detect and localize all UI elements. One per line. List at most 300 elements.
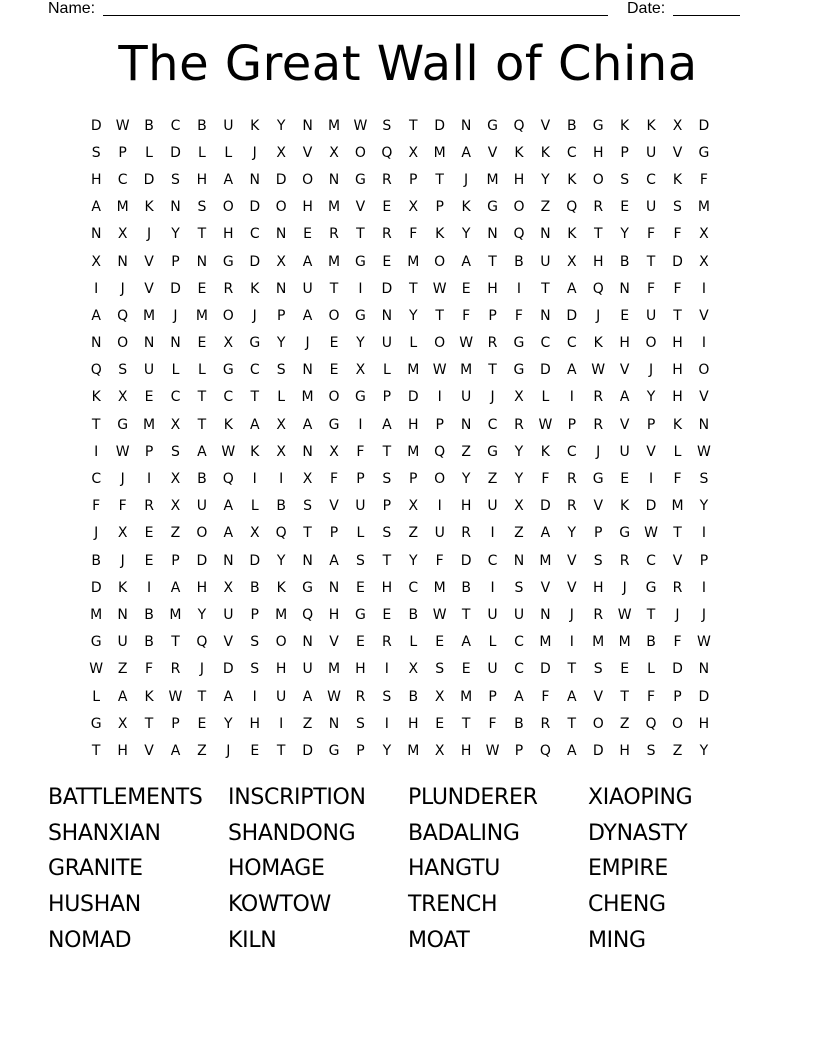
grid-letter[interactable]: U (487, 661, 498, 678)
grid-letter[interactable]: K (672, 171, 683, 188)
grid-letter[interactable]: B (249, 579, 260, 596)
grid-letter[interactable]: U (645, 144, 657, 161)
grid-letter[interactable]: A (223, 171, 234, 188)
grid-letter[interactable]: S (593, 552, 603, 569)
grid-letter[interactable]: X (408, 144, 419, 161)
grid-letter[interactable]: T (620, 688, 629, 705)
grid-letter[interactable]: O (434, 471, 446, 488)
grid-letter[interactable]: S (435, 661, 445, 678)
grid-letter[interactable]: N (143, 335, 155, 352)
grid-letter[interactable]: M (195, 307, 208, 324)
grid-letter[interactable]: O (592, 715, 604, 732)
grid-letter[interactable]: P (435, 199, 444, 216)
grid-letter[interactable]: P (382, 498, 392, 515)
grid-letter[interactable]: M (275, 606, 288, 623)
grid-letter[interactable]: R (672, 579, 683, 596)
grid-letter[interactable]: E (356, 634, 365, 651)
grid-letter[interactable]: H (249, 715, 260, 732)
grid-letter[interactable]: P (514, 742, 524, 759)
grid-letter[interactable]: Y (171, 226, 180, 243)
grid-letter[interactable]: T (461, 606, 471, 623)
grid-letter[interactable]: P (382, 389, 392, 406)
grid-letter[interactable]: P (276, 307, 286, 324)
grid-letter[interactable]: V (144, 280, 154, 297)
grid-letter[interactable]: I (701, 579, 706, 596)
grid-letter[interactable]: V (567, 579, 577, 596)
grid-letter[interactable]: Y (276, 117, 286, 134)
grid-letter[interactable]: M (433, 144, 446, 161)
grid-letter[interactable]: E (144, 552, 154, 569)
grid-letter[interactable]: I (384, 715, 389, 732)
grid-letter[interactable]: N (540, 606, 551, 623)
grid-letter[interactable]: H (302, 199, 313, 216)
grid-letter[interactable]: H (275, 661, 287, 678)
grid-letter[interactable]: R (593, 199, 604, 216)
grid-letter[interactable]: I (252, 471, 257, 488)
grid-letter[interactable]: K (567, 171, 577, 188)
grid-letter[interactable]: G (222, 253, 234, 270)
grid-letter[interactable]: R (540, 715, 551, 732)
grid-letter[interactable]: A (619, 389, 630, 406)
grid-letter[interactable]: C (91, 471, 102, 488)
grid-letter[interactable]: U (619, 443, 630, 460)
grid-letter[interactable]: L (145, 144, 153, 161)
grid-letter[interactable]: I (490, 579, 495, 596)
grid-letter[interactable]: X (699, 253, 709, 270)
grid-letter[interactable]: W (221, 443, 236, 460)
grid-letter[interactable]: P (171, 715, 180, 732)
grid-letter[interactable]: P (329, 525, 339, 542)
grid-letter[interactable]: N (117, 606, 128, 623)
grid-letter[interactable]: R (593, 606, 604, 623)
grid-letter[interactable]: C (646, 171, 656, 188)
grid-letter[interactable]: E (197, 335, 207, 352)
grid-letter[interactable]: P (409, 471, 418, 488)
grid-letter[interactable]: K (223, 416, 233, 433)
grid-letter[interactable]: Y (408, 552, 418, 569)
grid-letter[interactable]: L (382, 362, 391, 379)
grid-letter[interactable]: N (196, 253, 208, 270)
grid-letter[interactable]: B (91, 552, 102, 569)
grid-letter[interactable]: O (434, 335, 446, 352)
grid-letter[interactable]: N (540, 307, 551, 324)
grid-letter[interactable]: D (672, 661, 683, 678)
grid-letter[interactable]: H (460, 498, 472, 515)
grid-letter[interactable]: O (222, 307, 234, 324)
grid-letter[interactable]: X (117, 226, 128, 243)
grid-letter[interactable]: X (408, 199, 419, 216)
grid-letter[interactable]: D (592, 742, 604, 759)
grid-letter[interactable]: H (355, 661, 366, 678)
grid-letter[interactable]: S (673, 199, 682, 216)
grid-letter[interactable]: A (302, 416, 313, 433)
grid-letter[interactable]: J (252, 307, 257, 324)
grid-letter[interactable]: L (541, 389, 550, 406)
grid-letter[interactable]: A (461, 144, 471, 161)
grid-letter[interactable]: N (328, 579, 340, 596)
grid-letter[interactable]: A (302, 688, 313, 705)
grid-letter[interactable]: O (328, 307, 340, 324)
grid-letter[interactable]: A (117, 688, 128, 705)
grid-letter[interactable]: A (302, 307, 313, 324)
grid-letter[interactable]: G (592, 471, 604, 488)
grid-letter[interactable]: N (460, 117, 472, 134)
grid-letter[interactable]: H (487, 280, 498, 297)
grid-letter[interactable]: D (222, 661, 234, 678)
grid-letter[interactable]: G (222, 362, 234, 379)
grid-letter[interactable]: B (461, 579, 471, 596)
grid-letter[interactable]: A (514, 688, 524, 705)
grid-letter[interactable]: H (592, 579, 604, 596)
grid-letter[interactable]: G (355, 253, 366, 270)
grid-letter[interactable]: I (279, 715, 284, 732)
grid-letter[interactable]: Q (566, 199, 578, 216)
grid-letter[interactable]: H (592, 144, 604, 161)
grid-letter[interactable]: L (224, 144, 233, 161)
grid-letter[interactable]: P (594, 525, 603, 542)
grid-letter[interactable]: V (593, 688, 604, 705)
grid-letter[interactable]: Y (276, 552, 286, 569)
grid-letter[interactable]: H (619, 742, 630, 759)
grid-letter[interactable]: K (118, 579, 128, 596)
grid-letter[interactable]: I (437, 389, 442, 406)
grid-letter[interactable]: K (144, 199, 154, 216)
grid-letter[interactable]: J (120, 280, 125, 297)
grid-letter[interactable]: I (384, 661, 389, 678)
grid-letter[interactable]: A (223, 688, 234, 705)
grid-letter[interactable]: S (382, 525, 392, 542)
grid-letter[interactable]: F (409, 226, 418, 243)
grid-letter[interactable]: R (381, 171, 392, 188)
grid-letter[interactable]: A (197, 443, 207, 460)
grid-letter[interactable]: L (171, 362, 180, 379)
grid-letter[interactable]: H (408, 416, 419, 433)
name-field-line[interactable] (103, 15, 608, 16)
grid-letter[interactable]: U (223, 117, 234, 134)
grid-letter[interactable]: J (226, 742, 231, 759)
grid-letter[interactable]: M (327, 117, 341, 134)
grid-letter[interactable]: R (487, 335, 498, 352)
grid-letter[interactable]: G (487, 117, 498, 134)
grid-letter[interactable]: Q (539, 742, 551, 759)
grid-letter[interactable]: R (144, 498, 154, 515)
grid-letter[interactable]: S (646, 742, 656, 759)
grid-letter[interactable]: T (276, 742, 286, 759)
grid-letter[interactable]: Y (276, 335, 286, 352)
grid-letter[interactable]: D (698, 688, 710, 705)
grid-letter[interactable]: O (513, 199, 525, 216)
grid-letter[interactable]: T (144, 715, 154, 732)
grid-letter[interactable]: N (249, 171, 260, 188)
grid-letter[interactable]: W (432, 280, 447, 297)
grid-letter[interactable]: A (329, 552, 339, 569)
grid-letter[interactable]: M (618, 634, 631, 651)
grid-letter[interactable]: R (170, 661, 181, 678)
grid-letter[interactable]: S (197, 199, 207, 216)
grid-letter[interactable]: S (250, 634, 260, 651)
grid-letter[interactable]: D (460, 552, 472, 569)
grid-letter[interactable]: E (250, 742, 260, 759)
grid-letter[interactable]: C (566, 144, 577, 161)
grid-letter[interactable]: F (329, 471, 339, 488)
grid-letter[interactable]: X (91, 253, 101, 270)
grid-letter[interactable]: Q (645, 715, 657, 732)
grid-letter[interactable]: L (197, 362, 206, 379)
grid-letter[interactable]: D (90, 117, 102, 134)
grid-letter[interactable]: L (356, 525, 365, 542)
grid-letter[interactable]: X (276, 253, 286, 270)
grid-letter[interactable]: H (672, 389, 683, 406)
grid-letter[interactable]: Z (170, 525, 181, 542)
grid-letter[interactable]: P (356, 471, 365, 488)
grid-letter[interactable]: G (355, 307, 366, 324)
grid-letter[interactable]: R (381, 226, 392, 243)
grid-letter[interactable]: H (408, 715, 419, 732)
grid-letter[interactable]: B (619, 253, 630, 270)
grid-letter[interactable]: L (277, 389, 286, 406)
grid-letter[interactable]: M (671, 498, 684, 515)
grid-letter[interactable]: G (698, 144, 710, 161)
grid-letter[interactable]: F (541, 471, 550, 488)
grid-letter[interactable]: D (672, 253, 683, 270)
grid-letter[interactable]: J (701, 606, 706, 623)
grid-letter[interactable]: N (223, 552, 234, 569)
grid-letter[interactable]: J (675, 606, 680, 623)
grid-letter[interactable]: X (276, 144, 286, 161)
grid-letter[interactable]: G (90, 715, 102, 732)
grid-letter[interactable]: Y (620, 226, 629, 243)
grid-letter[interactable]: B (197, 117, 207, 134)
grid-letter[interactable]: D (302, 742, 313, 759)
grid-letter[interactable]: Z (487, 471, 498, 488)
grid-letter[interactable]: E (382, 199, 392, 216)
grid-letter[interactable]: H (90, 171, 102, 188)
grid-letter[interactable]: Z (672, 742, 683, 759)
grid-letter[interactable]: N (619, 280, 630, 297)
grid-letter[interactable]: X (117, 389, 128, 406)
grid-letter[interactable]: B (197, 471, 207, 488)
grid-letter[interactable]: Z (197, 742, 207, 759)
grid-letter[interactable]: F (92, 498, 101, 515)
grid-letter[interactable]: H (328, 606, 340, 623)
grid-letter[interactable]: N (302, 634, 313, 651)
grid-letter[interactable]: V (540, 117, 551, 134)
grid-letter[interactable]: P (699, 552, 709, 569)
grid-letter[interactable]: F (541, 688, 550, 705)
grid-letter[interactable]: B (144, 117, 154, 134)
grid-letter[interactable]: M (301, 389, 314, 406)
grid-letter[interactable]: E (461, 280, 471, 297)
grid-letter[interactable]: G (513, 362, 525, 379)
grid-letter[interactable]: I (569, 634, 574, 651)
grid-letter[interactable]: Y (382, 742, 392, 759)
grid-letter[interactable]: V (329, 498, 339, 515)
grid-letter[interactable]: B (567, 117, 577, 134)
grid-letter[interactable]: I (279, 471, 284, 488)
grid-letter[interactable]: C (249, 226, 260, 243)
grid-letter[interactable]: F (514, 307, 523, 324)
grid-letter[interactable]: M (460, 362, 473, 379)
grid-letter[interactable]: C (487, 416, 498, 433)
grid-letter[interactable]: W (617, 606, 632, 623)
grid-letter[interactable]: V (567, 552, 577, 569)
grid-letter[interactable]: N (170, 335, 181, 352)
grid-letter[interactable]: X (514, 498, 524, 515)
grid-letter[interactable]: J (649, 362, 654, 379)
grid-letter[interactable]: L (673, 443, 682, 460)
grid-letter[interactable]: E (435, 715, 445, 732)
grid-letter[interactable]: D (539, 362, 551, 379)
grid-letter[interactable]: U (355, 498, 366, 515)
grid-letter[interactable]: Y (699, 498, 709, 515)
grid-letter[interactable]: W (485, 742, 500, 759)
grid-letter[interactable]: U (381, 335, 392, 352)
grid-letter[interactable]: A (170, 742, 181, 759)
grid-letter[interactable]: K (620, 117, 630, 134)
grid-letter[interactable]: S (355, 552, 365, 569)
grid-letter[interactable]: D (170, 144, 181, 161)
grid-letter[interactable]: N (698, 416, 710, 433)
grid-letter[interactable]: Q (196, 634, 208, 651)
grid-letter[interactable]: G (328, 416, 340, 433)
grid-letter[interactable]: H (460, 742, 472, 759)
grid-letter[interactable]: C (408, 579, 419, 596)
grid-letter[interactable]: N (117, 253, 128, 270)
grid-letter[interactable]: Y (514, 471, 524, 488)
grid-letter[interactable]: M (433, 579, 446, 596)
grid-letter[interactable]: T (673, 525, 682, 542)
grid-letter[interactable]: T (567, 661, 577, 678)
grid-letter[interactable]: C (170, 117, 181, 134)
grid-letter[interactable]: V (619, 362, 630, 379)
grid-letter[interactable]: E (620, 199, 630, 216)
grid-letter[interactable]: T (382, 443, 392, 460)
grid-letter[interactable]: Z (461, 443, 471, 460)
grid-letter[interactable]: O (196, 525, 208, 542)
grid-letter[interactable]: T (408, 117, 418, 134)
grid-letter[interactable]: Q (117, 307, 129, 324)
grid-letter[interactable]: S (382, 471, 392, 488)
grid-letter[interactable]: Q (592, 280, 604, 297)
grid-letter[interactable]: Y (197, 606, 207, 623)
grid-letter[interactable]: O (275, 199, 287, 216)
grid-letter[interactable]: F (118, 498, 127, 515)
grid-letter[interactable]: C (117, 171, 128, 188)
grid-letter[interactable]: B (144, 606, 154, 623)
grid-letter[interactable]: A (223, 525, 234, 542)
grid-letter[interactable]: E (356, 579, 365, 596)
grid-letter[interactable]: F (699, 171, 708, 188)
grid-letter[interactable]: Q (513, 117, 525, 134)
grid-letter[interactable]: J (199, 661, 204, 678)
grid-letter[interactable]: M (486, 171, 499, 188)
grid-letter[interactable]: W (432, 606, 447, 623)
grid-letter[interactable]: J (596, 307, 601, 324)
grid-letter[interactable]: G (117, 416, 129, 433)
grid-letter[interactable]: O (117, 335, 129, 352)
date-field-line[interactable] (673, 15, 740, 16)
grid-letter[interactable]: B (408, 688, 419, 705)
grid-letter[interactable]: T (488, 362, 497, 379)
grid-letter[interactable]: T (91, 416, 101, 433)
grid-letter[interactable]: S (171, 443, 180, 460)
grid-letter[interactable]: F (488, 715, 497, 732)
grid-letter[interactable]: Y (699, 742, 709, 759)
grid-letter[interactable]: E (382, 253, 392, 270)
grid-letter[interactable]: P (250, 606, 259, 623)
grid-letter[interactable]: G (645, 579, 657, 596)
grid-letter[interactable]: M (539, 552, 552, 569)
grid-letter[interactable]: A (567, 362, 577, 379)
grid-letter[interactable]: U (223, 606, 234, 623)
grid-letter[interactable]: N (170, 199, 181, 216)
grid-letter[interactable]: U (487, 498, 498, 515)
grid-letter[interactable]: N (302, 117, 313, 134)
grid-letter[interactable]: N (302, 362, 313, 379)
grid-letter[interactable]: Y (408, 307, 418, 324)
grid-letter[interactable]: J (173, 307, 178, 324)
grid-letter[interactable]: X (170, 498, 181, 515)
grid-letter[interactable]: M (116, 199, 129, 216)
grid-letter[interactable]: F (673, 280, 682, 297)
grid-letter[interactable]: T (197, 226, 207, 243)
grid-letter[interactable]: R (566, 471, 577, 488)
grid-letter[interactable]: F (647, 280, 656, 297)
grid-letter[interactable]: B (408, 606, 419, 623)
grid-letter[interactable]: O (222, 199, 234, 216)
grid-letter[interactable]: K (514, 144, 524, 161)
grid-letter[interactable]: E (144, 525, 154, 542)
grid-letter[interactable]: B (646, 634, 656, 651)
grid-letter[interactable]: R (355, 688, 366, 705)
grid-letter[interactable]: C (514, 634, 524, 651)
grid-letter[interactable]: A (567, 280, 577, 297)
grid-letter[interactable]: Q (513, 226, 525, 243)
grid-letter[interactable]: X (223, 335, 234, 352)
grid-letter[interactable]: P (567, 416, 577, 433)
grid-letter[interactable]: U (196, 498, 208, 515)
grid-letter[interactable]: M (327, 199, 341, 216)
grid-letter[interactable]: T (567, 715, 577, 732)
grid-letter[interactable]: X (672, 117, 683, 134)
grid-letter[interactable]: E (382, 606, 392, 623)
grid-letter[interactable]: V (302, 144, 313, 161)
grid-letter[interactable]: O (592, 171, 604, 188)
grid-letter[interactable]: T (250, 389, 260, 406)
grid-letter[interactable]: G (513, 335, 525, 352)
grid-letter[interactable]: A (249, 416, 260, 433)
grid-letter[interactable]: K (91, 389, 101, 406)
grid-letter[interactable]: W (89, 661, 104, 678)
grid-letter[interactable]: M (592, 634, 605, 651)
grid-letter[interactable]: K (672, 416, 683, 433)
grid-letter[interactable]: G (302, 579, 314, 596)
grid-letter[interactable]: H (698, 715, 710, 732)
grid-letter[interactable]: O (434, 253, 446, 270)
grid-letter[interactable]: R (593, 389, 604, 406)
grid-letter[interactable]: N (487, 226, 498, 243)
grid-letter[interactable]: S (382, 688, 392, 705)
grid-letter[interactable]: G (328, 742, 340, 759)
grid-letter[interactable]: R (619, 552, 630, 569)
grid-letter[interactable]: Y (224, 715, 233, 732)
grid-letter[interactable]: W (696, 443, 711, 460)
grid-letter[interactable]: V (699, 307, 709, 324)
grid-letter[interactable]: A (540, 525, 551, 542)
grid-letter[interactable]: M (90, 606, 103, 623)
grid-letter[interactable]: C (566, 335, 577, 352)
grid-letter[interactable]: T (197, 416, 207, 433)
